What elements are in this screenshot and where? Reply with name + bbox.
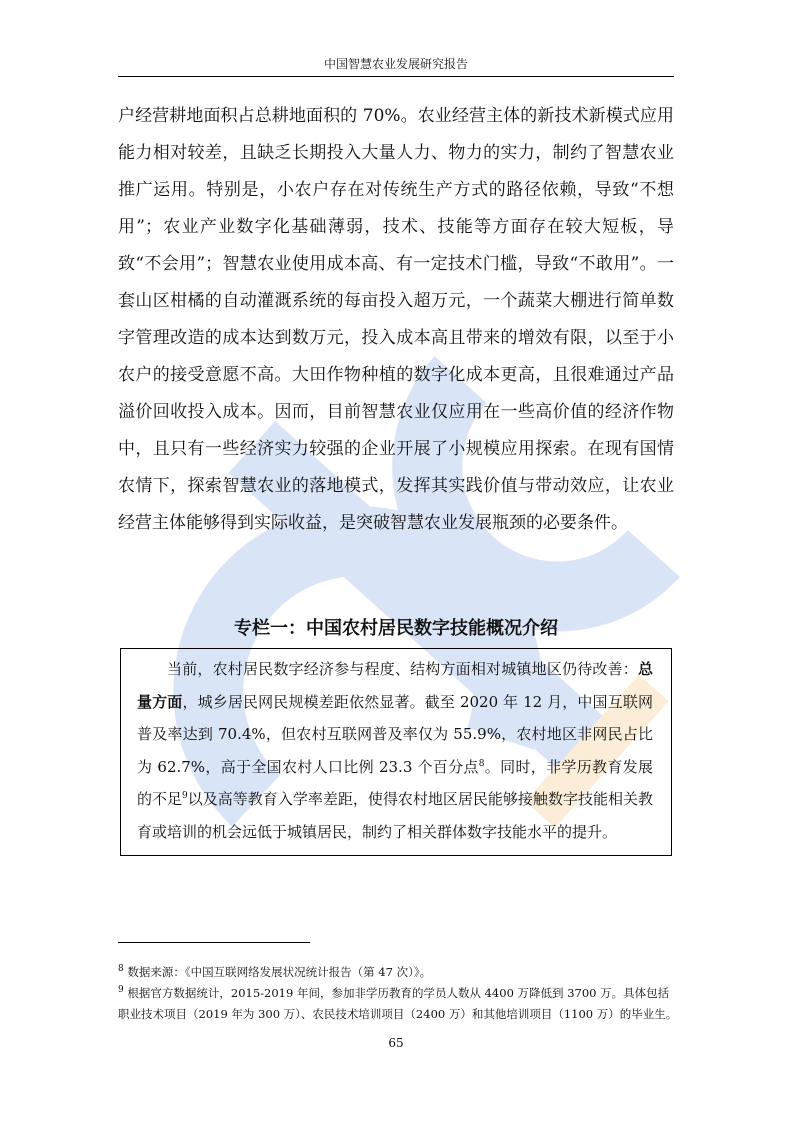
running-header: 中国智慧农业发展研究报告 [118,55,674,77]
footnotes [118,962,678,1025]
footnote-9: $^9$ 根据官方数据统计，2015-2019 年间，参加非学历教育的学员人数从 4400 万降低到 3700 万。具体包括职业技术项目（2019 年为 300 万）、农民技术培训项目（2400 万）和其他培训项目（1100 万）的毕业生。 [118,985,678,1021]
body-paragraph: 户经营耕地面积占总耕地面积的 70%。农业经营主体的新技术新模式应用能力相对较差，且缺乏长期投入大量人力、物力的实力，制约了智慧农业推广运用。特别是，小农户存在对传统生产方式的路径依赖，导致“不想用”；农业产业数字化基础薄弱，技术、技能等方面存在较大短板，导致“不会用”；智慧农业使用成本高、有一定技术门槛，导致“不敢用”。一套山区柑橘的自动灌溉系统的每亩投入超万元，一个蔬菜大棚进行简单数字管理改造的成本达到数万元，投入成本高且带来的增效有限，以至于小农户的接受意愿不高。大田作物种植的数字化成本更高，且很难通过产品溢价回收投入成本。因而，目前智慧农业仅应用在一些高价值的经济作物中，且只有一些经济实力较强的企业开展了小规模应用探索。在现有国情农情下，探索智慧农业的落地模式，发挥其实践价值与带动效应，让农业经营主体能够得到实际收益，是突破智慧农业发展瓶颈的必要条件。 [118,106,674,533]
column-box [120,648,672,856]
page-number: 65 [388,1036,404,1050]
column-paragraph: 当前，农村居民数字经济参与程度、结构方面相对城镇地区仍待改善：总量方面，城乡居民网民规模差距依然显著。截至 2020 年 12 月，中国互联网普及率达到 70.4%，但农村互联网普及率仅为 55.9%，农村地区非网民占比为 62.7%，高于全国农村人口比例 23.3 个百分点$^8$。同时，非学历教育发展的不足$^9$以及高等教育入学率差距，使得农村地区居民能够接触数字技能相关教育或培训的机会远低于城镇居民，制约了相关群体数字技能水平的提升。 [137,660,653,841]
bold-label: 总量方面 [137,660,653,711]
footnote-8: $^8$ 数据来源：《中国互联网络发展状况统计报告（第 47 次）》。 [118,964,432,979]
footnote-ref-9[interactable]: 9 [182,791,188,802]
column-title: 专栏一：中国农村居民数字技能概况介绍 [234,618,558,639]
footnote-divider [118,942,310,943]
footnote-ref-8[interactable]: 8 [478,758,485,769]
